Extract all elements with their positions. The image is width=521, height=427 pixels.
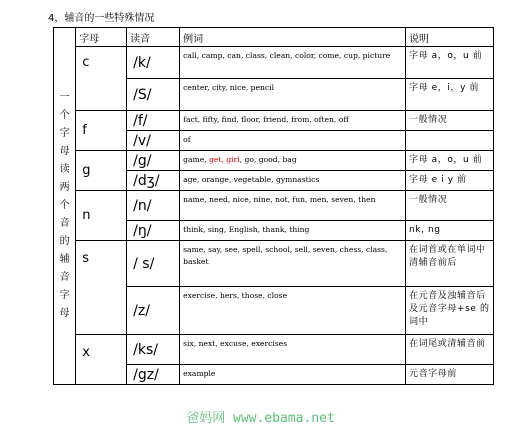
ipa-cell: /gz/: [127, 365, 180, 385]
watermark: 爸妈网 www.ebama.net: [186, 411, 335, 426]
example-text: game,: [183, 155, 210, 164]
examples-cell: six, next, excuse, exercises: [180, 335, 406, 365]
side-label-cell: [54, 28, 76, 385]
ipa-cell: /ŋ/: [127, 221, 180, 241]
example-highlight: get, girl: [209, 155, 240, 164]
header-note: 说明: [405, 28, 493, 47]
examples-cell: exercise, hers, those, close: [180, 287, 406, 335]
ipa-cell: /ks/: [127, 335, 180, 365]
side-label-char: 读: [59, 164, 70, 175]
table-row: [54, 111, 494, 131]
note-cell: 在词尾或清辅音前: [405, 335, 493, 365]
note-cell: 在元音及浊辅音后及元音字母+se 的词中: [405, 287, 493, 335]
letter-s: s: [76, 241, 127, 335]
letter-f: f: [76, 111, 127, 151]
ipa-cell: / s/: [127, 241, 180, 287]
ipa-cell: /v/: [127, 131, 180, 151]
ipa-cell: /z/: [127, 287, 180, 335]
note-cell: [405, 131, 493, 151]
note-cell: 元音字母前: [405, 365, 493, 385]
letter-x: x: [76, 335, 127, 385]
examples-cell: center, city, nice, pencil: [180, 79, 406, 111]
examples-cell: name, need, nice, nine, not, fun, men, seven, then: [180, 191, 406, 221]
examples-cell: of: [180, 131, 406, 151]
side-label-char: 辅: [59, 254, 70, 265]
note-cell: 字母 e，i，y 前: [405, 79, 493, 111]
letter-c: c: [76, 47, 127, 111]
ipa-cell: /f/: [127, 111, 180, 131]
side-label-char: 母: [59, 146, 70, 157]
side-label-char: 音: [59, 272, 70, 283]
letter-g: g: [76, 151, 127, 191]
examples-cell: think, sing, English, thank, thing: [180, 221, 406, 241]
ipa-cell: /g/: [127, 151, 180, 171]
side-label-char: 音: [59, 218, 70, 229]
consonant-table: [53, 27, 494, 385]
table-row: [54, 151, 494, 171]
note-cell: nk, ng: [405, 221, 493, 241]
note-cell: 字母 a，o，u 前: [405, 151, 493, 171]
letter-n: n: [76, 191, 127, 241]
side-label-char: 母: [59, 308, 70, 319]
side-label-char: 字: [59, 290, 70, 301]
header-letter: 字母: [76, 28, 127, 47]
side-label-char: 两: [59, 182, 70, 193]
table-row: [54, 241, 494, 287]
table-row: [54, 335, 494, 365]
ipa-cell: /k/: [127, 47, 180, 79]
table-row: [54, 191, 494, 221]
side-label-char: 个: [59, 200, 70, 211]
header-sound: 读音: [127, 28, 180, 47]
examples-cell: [180, 151, 406, 171]
side-label: [60, 89, 70, 323]
table-row: [54, 47, 494, 79]
side-label-char: 的: [59, 236, 70, 247]
note-cell: 一般情况: [405, 111, 493, 131]
examples-cell: example: [180, 365, 406, 385]
section-title: 4，辅音的一些特殊情况: [48, 13, 155, 24]
examples-cell: call, camp, can, class, clean, color, come, cup, picture: [180, 47, 406, 79]
note-cell: 在词首或在单词中清辅音前后: [405, 241, 493, 287]
note-cell: 字母 a，o，u 前: [405, 47, 493, 79]
ipa-cell: /dʒ/: [127, 171, 180, 191]
examples-cell: fact, fifty, find, floor, friend, from, often, off: [180, 111, 406, 131]
ipa-cell: /n/: [127, 191, 180, 221]
side-label-char: 个: [59, 110, 70, 121]
examples-cell: age, orange, vegetable, gymnastics: [180, 171, 406, 191]
note-cell: 一般情况: [405, 191, 493, 221]
note-cell: 字母 e i y 前: [405, 171, 493, 191]
example-text: , go, good, bag: [239, 155, 297, 164]
header-examples: 例词: [180, 28, 406, 47]
side-label-char: 字: [59, 128, 70, 139]
ipa-cell: /S/: [127, 79, 180, 111]
side-label-char: 一: [59, 92, 70, 103]
header-row: [54, 28, 494, 47]
examples-cell: same, say, see, spell, school, sell, seven, chess, class, basket: [180, 241, 406, 287]
